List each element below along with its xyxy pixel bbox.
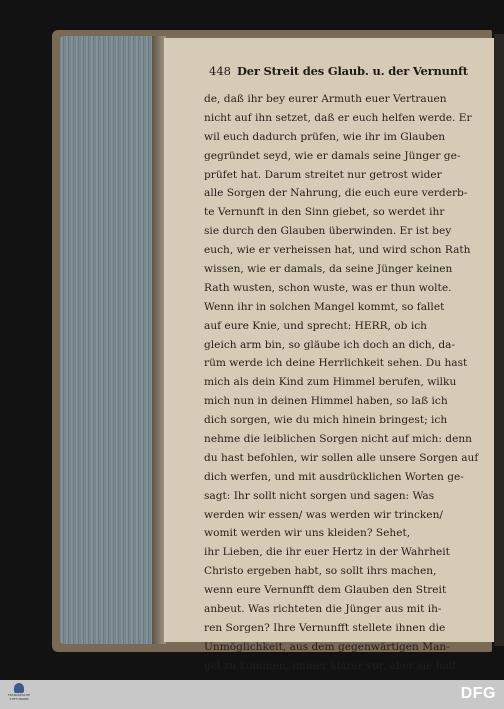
text-line: auf eure Knie, und sprecht: HERR, ob ich bbox=[204, 319, 427, 332]
text-line: Wenn ihr in solchen Mangel kommt, so fallet bbox=[204, 300, 445, 313]
text-line: ren Sorgen? Ihre Vernunfft stellete ihnen die bbox=[204, 621, 446, 634]
running-head: Der Streit des Glaub. u. der Vernunft bbox=[236, 64, 468, 78]
text-line: du hast befohlen, wir sollen alle unsere Sorgen auf bbox=[204, 451, 479, 464]
institution-logo bbox=[5, 683, 33, 707]
text-line: Rath wusten, schon wuste, was er thun wolte. bbox=[204, 281, 452, 294]
text-line: Unmöglichkeit, aus dem gegenwärtigen Man- bbox=[204, 640, 450, 653]
text-line: nicht auf ihn setzet, daß er euch helfen werde. Er bbox=[204, 111, 472, 124]
text-line: mich als dein Kind zum Himmel berufen, wilku bbox=[204, 376, 457, 389]
tower-icon bbox=[14, 683, 24, 693]
text-line: gleich arm bin, so gläube ich doch an dich, da- bbox=[204, 338, 456, 351]
text-line: Christo ergeben habt, so sollt ihrs machen, bbox=[204, 565, 437, 578]
text-line: dich werfen, und mit ausdrücklichen Worten ge- bbox=[204, 470, 464, 483]
text-line: gegründet seyd, wie er damals seine Jünger ge- bbox=[204, 149, 461, 162]
page-header bbox=[209, 64, 492, 78]
text-line: sagt: Ihr sollt nicht sorgen und sagen: Was bbox=[204, 489, 435, 502]
text-line: nehme die leiblichen Sorgen nicht auf mich: denn bbox=[204, 433, 473, 446]
text-line: anbeut. Was richteten die Jünger aus mit ih- bbox=[204, 603, 442, 616]
text-line: te Vernunft in den Sinn giebet, so werdet ihr bbox=[204, 206, 445, 219]
page-body bbox=[204, 90, 486, 695]
dfg-logo: DFG bbox=[460, 685, 496, 702]
text-line: wissen, wie er damals, da seine Jünger keinen bbox=[204, 263, 453, 276]
text-line: mich nun in deinen Himmel haben, so laß ich bbox=[204, 395, 448, 408]
text-line: prüfet hat. Darum streitet nur getrost wider bbox=[204, 168, 442, 181]
text-line: sie durch den Glauben überwinden. Er ist bey bbox=[204, 225, 452, 238]
text-line: dich sorgen, wie du mich hinein bringest; ich bbox=[204, 414, 448, 427]
text-line: euch, wie er verheissen hat, und wird schon Rath bbox=[204, 244, 471, 257]
text-line: womit werden wir uns kleiden? Sehet, bbox=[204, 527, 411, 540]
page-right-edge bbox=[494, 34, 504, 646]
text-line: ihr Lieben, die ihr euer Hertz in der Wahrheit bbox=[204, 546, 450, 559]
page-number: 448 bbox=[209, 64, 231, 78]
page-stack-edge bbox=[60, 36, 160, 644]
text-line: wenn eure Vernunfft dem Glauben den Streit bbox=[204, 584, 447, 597]
text-line: werden wir essen/ was werden wir trincken/ bbox=[204, 508, 443, 521]
logo-text: FRANCKESCHE STIFTUNGEN bbox=[7, 693, 31, 701]
text-line: de, daß ihr bey eurer Armuth euer Vertrauen bbox=[204, 93, 447, 105]
text-line: alle Sorgen der Nahrung, die euch eure verderb- bbox=[204, 187, 468, 200]
text-line: gel zu kommen, immer klärer vor, aber sie half bbox=[204, 659, 457, 672]
text-line: wil euch dadurch prüfen, wie ihr im Glauben bbox=[204, 130, 446, 143]
text-line: rüm werde ich deine Herrlichkeit sehen. Du hast bbox=[204, 357, 468, 370]
footer-strip bbox=[0, 680, 504, 709]
